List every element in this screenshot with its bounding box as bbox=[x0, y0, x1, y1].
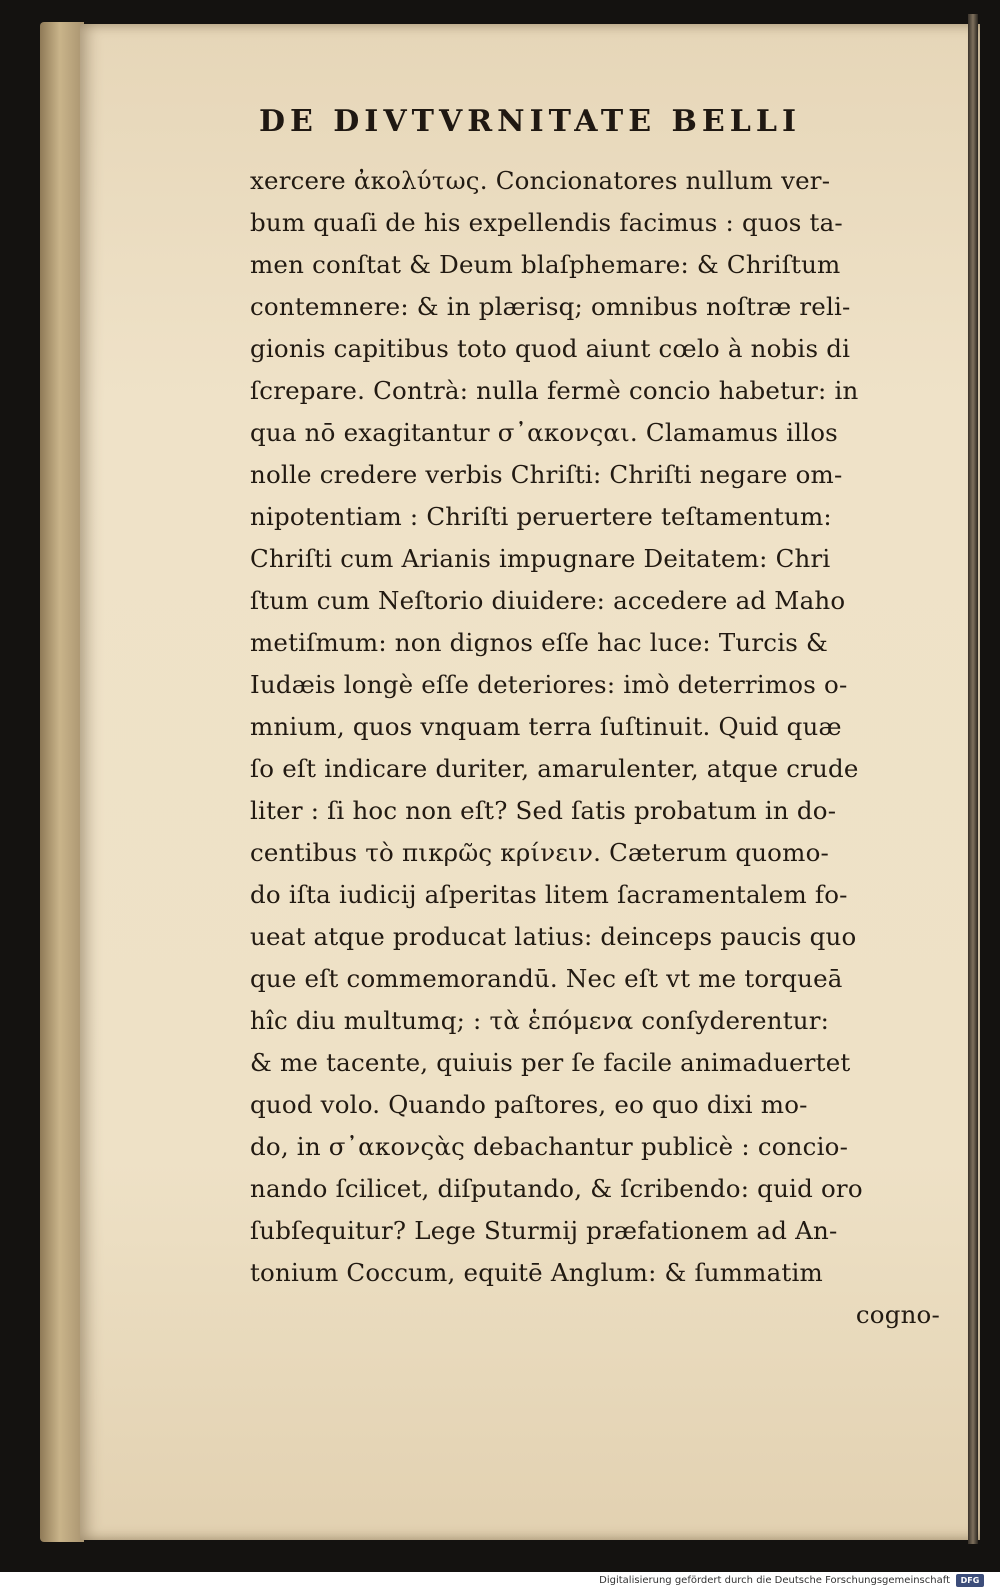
text-line: hîc diu multumq; : τὰ ἑπόμενα conſyderentur: bbox=[250, 1006, 830, 1035]
footer-credit: Digitalisierung gefördert durch die Deutsche Forschungsgemeinschaft bbox=[599, 1575, 950, 1586]
text-block bbox=[250, 160, 950, 1336]
text-line: liter : ſi hoc non eſt? Sed ſatis probatum in do- bbox=[250, 796, 837, 825]
running-head: DE DIVTVRNITATE BELLI bbox=[258, 104, 802, 139]
text-line: do, in σ᾽ακονςὰς debachantur publicè : concio- bbox=[250, 1132, 849, 1161]
text-line: contemnere: & in plærisq; omnibus noſtræ reli- bbox=[250, 292, 851, 321]
text-line: ſubſequitur? Lege Sturmij præfationem ad An- bbox=[250, 1216, 838, 1245]
dfg-logo: DFG bbox=[956, 1574, 984, 1587]
text-line: centibus τὸ πικρῶς κρίνειν. Cæterum quomo- bbox=[250, 838, 829, 867]
text-line: nolle credere verbis Chriſti: Chriſti negare om- bbox=[250, 460, 843, 489]
catchword: cogno- bbox=[855, 1300, 940, 1329]
text-line: ueat atque producat latius: deinceps paucis quo bbox=[250, 922, 857, 951]
text-line: mnium, quos vnquam terra ſuſtinuit. Quid quæ bbox=[250, 712, 842, 741]
text-line: & me tacente, quiuis per ſe facile animaduertet bbox=[250, 1048, 851, 1077]
text-line: ſcrepare. Contrà: nulla fermè concio habetur: in bbox=[250, 376, 859, 405]
text-line: metiſmum: non dignos eſſe hac luce: Turcis & bbox=[250, 628, 829, 657]
text-line: do iſta iudicij aſperitas litem ſacramentalem fo- bbox=[250, 880, 848, 909]
text-line: Chriſti cum Arianis impugnare Deitatem: Chri bbox=[250, 544, 831, 573]
text-line: Iudæis longè eſſe deteriores: imò deterrimos o- bbox=[250, 670, 848, 699]
text-line: men conſtat & Deum blaſphemare: & Chriſtum bbox=[250, 250, 841, 279]
text-line: tonium Coccum, equitē Anglum: & ſummatim bbox=[250, 1258, 823, 1287]
binding-board bbox=[40, 22, 84, 1542]
text-line: bum quaſi de his expellendis facimus : quos ta- bbox=[250, 208, 843, 237]
text-line: nando ſcilicet, diſputando, & ſcribendo: quid oro bbox=[250, 1174, 863, 1203]
text-line: quod volo. Quando paſtores, eo quo dixi mo- bbox=[250, 1090, 808, 1119]
text-line: que eſt commemorandū. Nec eſt vt me torqueā bbox=[250, 964, 843, 993]
text-line: ſo eſt indicare duriter, amarulenter, atque crude bbox=[250, 754, 859, 783]
text-line: ſtum cum Neſtorio diuidere: accedere ad Maho bbox=[250, 586, 846, 615]
page-edge bbox=[968, 14, 978, 1544]
text-line: qua nō exagitantur σ᾽ακονςαι. Clamamus illos bbox=[250, 418, 838, 447]
text-line: gionis capitibus toto quod aiunt cœlo à nobis di bbox=[250, 334, 851, 363]
text-line: nipotentiam : Chriſti peruertere teſtamentum: bbox=[250, 502, 832, 531]
text-line: xercere ἀκολύτως. Concionatores nullum ver- bbox=[250, 166, 831, 195]
